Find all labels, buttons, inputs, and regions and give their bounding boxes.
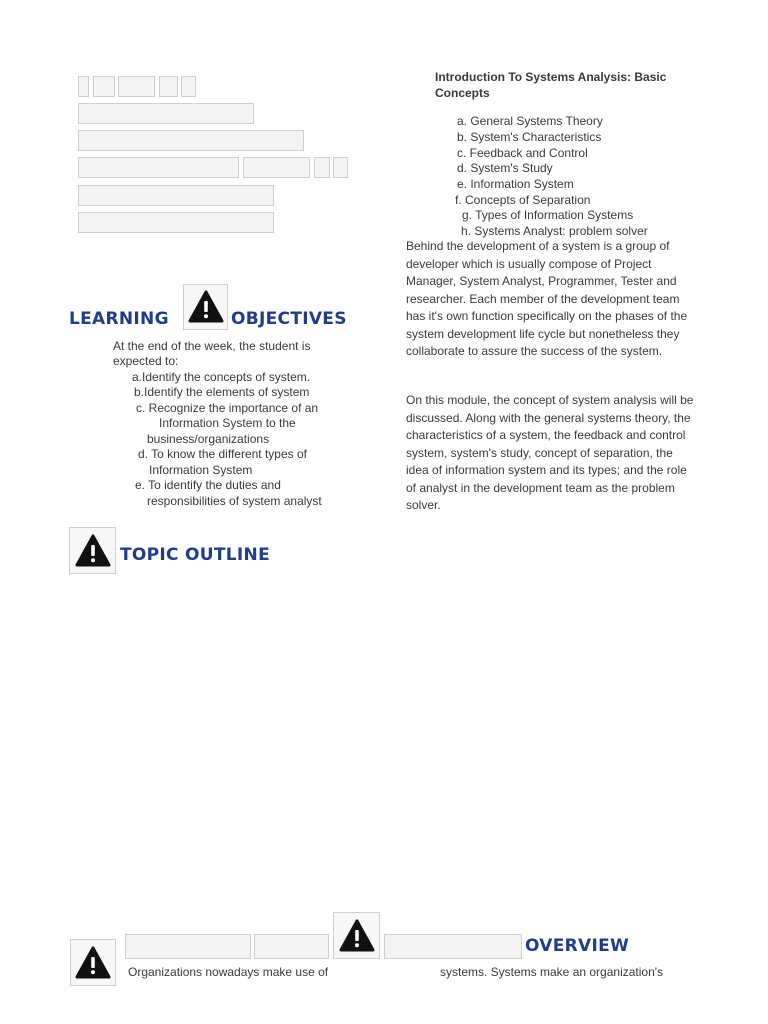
- outline-item-e: e. Information System: [457, 177, 574, 191]
- header-placeholder-7: [78, 130, 304, 151]
- warning-icon: [183, 284, 228, 330]
- intro-paragraph-2: On this module, the concept of system analysis will be discussed. Along with the general systems theory, the characteristics of a system, the feedback and control system, system's study, concept of separation, the idea of information system and its types; and the role of analyst in the development team as the problem solver.: [406, 393, 694, 512]
- overview-placeholder-3: [384, 934, 522, 959]
- objective-item-e-line2: responsibilities of system analyst: [147, 494, 322, 508]
- objective-item-d-line2: Information System: [149, 463, 253, 477]
- objective-item-e: e. To identify the duties and: [135, 478, 281, 492]
- overview-text-right: systems. Systems make an organization's: [440, 965, 664, 979]
- objective-item-b: b.Identify the elements of system: [134, 385, 310, 399]
- outline-item-a: a. General Systems Theory: [457, 114, 603, 128]
- overview-placeholder-1: [125, 934, 251, 959]
- objective-item-c-line2: Information System to the: [159, 416, 296, 430]
- objectives-heading: OBJECTIVES: [231, 309, 347, 329]
- warning-icon: [69, 527, 116, 574]
- objective-item-a: a.Identify the concepts of system.: [132, 370, 311, 384]
- outline-item-d: d. System's Study: [457, 161, 553, 175]
- header-placeholder-2: [93, 76, 115, 97]
- outline-item-f: f. Concepts of Separation: [455, 193, 591, 207]
- header-placeholder-11: [333, 157, 348, 178]
- objective-item-c: c. Recognize the importance of an: [136, 401, 319, 415]
- learning-heading: LEARNING: [69, 309, 169, 329]
- module-title-line1: Introduction To Systems Analysis: Basic: [435, 70, 667, 84]
- outline-item-g: g. Types of Information Systems: [462, 208, 634, 222]
- objectives-intro-line2: expected to:: [113, 354, 179, 368]
- module-title-line2: Concepts: [435, 86, 490, 100]
- overview-placeholder-2: [254, 934, 329, 959]
- header-placeholder-1: [78, 76, 89, 97]
- header-placeholder-3: [118, 76, 155, 97]
- intro-paragraph-1: Behind the development of a system is a group of developer which is usually compose of Project Manager, System Analyst, Programmer, Tester and researcher. Each member of the development team has it's own function specifically on the phases of the system development life cycle but nonetheless they collaborate to assure the success of the system.: [406, 239, 688, 358]
- objective-item-d: d. To know the different types of: [138, 447, 307, 461]
- module-title: [435, 69, 735, 101]
- objectives-intro-line1: At the end of the week, the student is: [113, 339, 311, 353]
- header-placeholder-8: [78, 157, 239, 178]
- outline-item-b: b. System's Characteristics: [457, 130, 602, 144]
- outline-item-h: h. Systems Analyst: problem solver: [461, 224, 648, 238]
- outline-item-c: c. Feedback and Control: [457, 146, 588, 160]
- warning-icon: [333, 912, 380, 959]
- topic-outline-heading: TOPIC OUTLINE: [120, 545, 270, 565]
- header-placeholder-9: [243, 157, 310, 178]
- header-placeholder-13: [78, 212, 274, 233]
- header-placeholder-6: [78, 103, 254, 124]
- overview-heading: OVERVIEW: [525, 936, 630, 956]
- header-placeholder-5: [181, 76, 196, 97]
- objective-item-c-line3: business/organizations: [147, 432, 270, 446]
- warning-icon: [70, 939, 116, 986]
- header-placeholder-4: [159, 76, 178, 97]
- overview-text-left: Organizations nowadays make use of: [128, 965, 329, 979]
- header-placeholder-12: [78, 185, 274, 206]
- header-placeholder-10: [314, 157, 330, 178]
